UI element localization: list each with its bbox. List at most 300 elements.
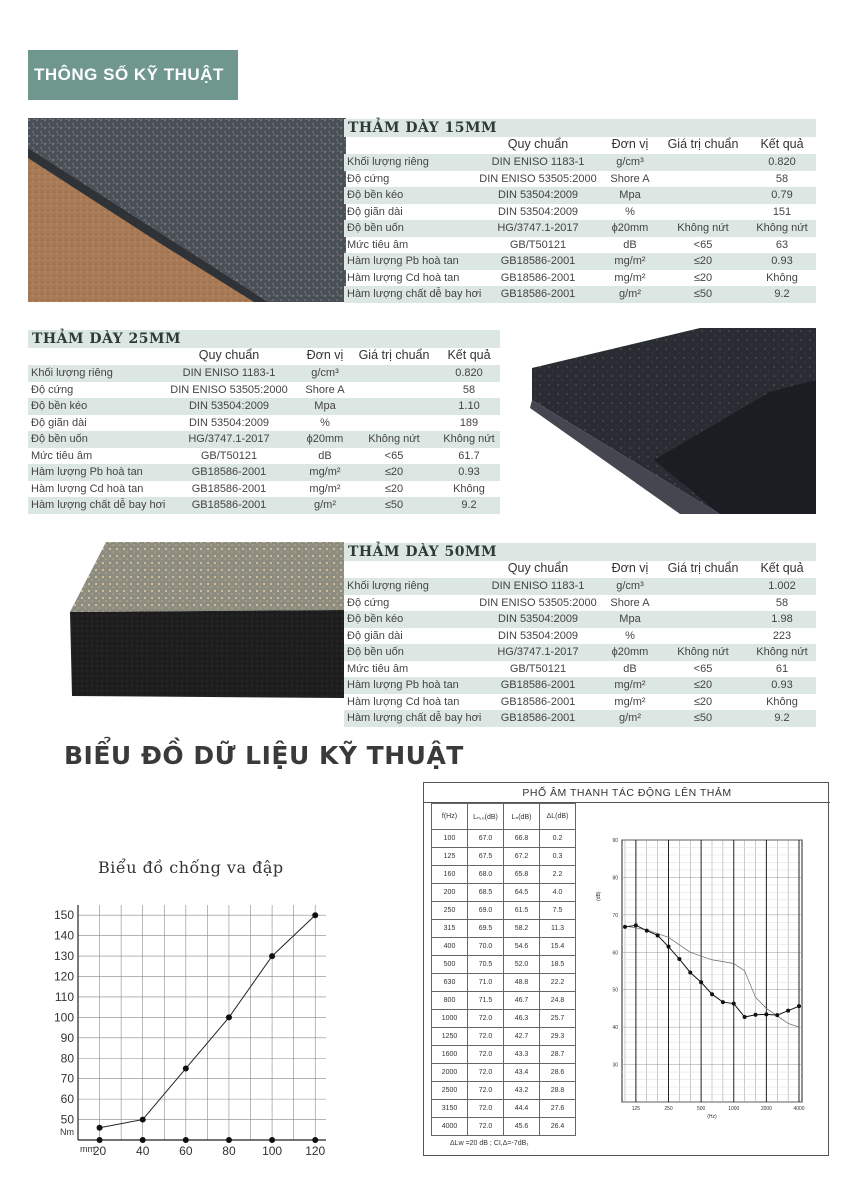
spec-cell-res: 9.2 [774, 712, 790, 725]
col-standard-value: Giá trị chuẩn [667, 561, 739, 575]
x-tick-label: 80 [222, 1144, 236, 1158]
spectrum-row [432, 920, 576, 938]
spectrum-row [432, 992, 576, 1010]
col-unit: Đơn vị [306, 348, 344, 362]
y-tick-label: 30 [612, 1062, 618, 1069]
ln-point [775, 1013, 779, 1017]
spec-cell-std: DIN ENISO 1183-1 [182, 367, 276, 380]
spectrum-cell: 42.7 [504, 1028, 540, 1046]
spec-cell-res: 0.79 [771, 189, 793, 202]
mat-15mm-photo [28, 118, 346, 302]
spectrum-cell: 71.5 [468, 992, 504, 1010]
spec-row [344, 578, 816, 595]
spec-cell-name: Hàm lượng Pb hoà tan [347, 255, 459, 268]
spectrum-row [432, 974, 576, 992]
spectrum-header-cell: Lₙ,₀(dB) [468, 804, 504, 830]
spec-cell-res: 9.2 [774, 288, 790, 301]
spectrum-cell: 72.0 [468, 1064, 504, 1082]
spectrum-row [432, 1100, 576, 1118]
spec-cell-unit: mg/m² [614, 255, 646, 268]
spec-row [28, 481, 500, 498]
spec-cell-name: Hàm lượng chất dễ bay hơi [31, 499, 166, 512]
ln-point [667, 945, 671, 949]
y-tick-label: 90 [60, 1030, 74, 1045]
spec-cell-std: GB18586-2001 [500, 712, 576, 725]
col-unit: Đơn vị [611, 561, 649, 575]
y-tick-label: 150 [53, 908, 74, 923]
spectrum-cell: 1250 [432, 1028, 468, 1046]
spec-cell-std: GB/T50121 [509, 662, 567, 675]
x-tick-label: 20 [92, 1144, 107, 1158]
spectrum-table [431, 803, 576, 1136]
spectrum-cell: 2500 [432, 1082, 468, 1100]
spec-cell-std: GB18586-2001 [500, 271, 576, 284]
spec-cell-sv: Không nứt [677, 222, 729, 235]
spec-cell-name: Độ cứng [347, 172, 390, 185]
col-result: Kết quả [760, 561, 804, 575]
spec-cell-sv: ≤20 [384, 466, 404, 479]
spec-cell-unit: mg/m² [614, 679, 646, 692]
x-tick-label: 1000 [728, 1106, 740, 1112]
spectrum-cell: 27.6 [540, 1100, 576, 1118]
spectrum-row [432, 956, 576, 974]
spectrum-cell: 1000 [432, 1010, 468, 1028]
spec-cell-name: Hàm lượng chất dễ bay hơi [347, 288, 482, 301]
spec-cell-unit: g/m² [619, 712, 641, 725]
spectrum-header-cell: f(Hz) [432, 804, 468, 830]
spectrum-cell: 52.0 [504, 956, 540, 974]
spec-cell-unit: g/cm³ [616, 580, 644, 593]
spectrum-row [432, 938, 576, 956]
spectrum-header-cell: ΔL(dB) [540, 804, 576, 830]
x-tick-label: 4000 [793, 1106, 805, 1112]
y-tick-label: 90 [612, 838, 618, 844]
spec-row [344, 171, 816, 188]
y-tick-label: 50 [60, 1112, 74, 1127]
spectrum-cell: 15.4 [540, 938, 576, 956]
spectrum-cell: 61.5 [504, 902, 540, 920]
spec-cell-res: Không [766, 271, 798, 284]
spec-cell-name: Độ bền uốn [347, 646, 404, 659]
spec-cell-std: GB/T50121 [200, 449, 258, 462]
spec-cell-res: 0.820 [768, 156, 796, 169]
spec-cell-name: Mức tiêu âm [31, 449, 93, 462]
x-tick-label: 125 [631, 1106, 641, 1112]
spectrum-cell: 0.3 [540, 848, 576, 866]
spectrum-cell: 70.0 [468, 938, 504, 956]
spectrum-cell: 67.0 [468, 830, 504, 848]
spectrum-cell: 3150 [432, 1100, 468, 1118]
spec-cell-std: DIN 53504:2009 [188, 416, 270, 429]
x-axis-dot [140, 1137, 146, 1143]
spec-cell-std: GB18586-2001 [500, 695, 576, 708]
x-axis-dot [226, 1137, 232, 1143]
spec-cell-name: Độ bền kéo [347, 189, 404, 202]
spec-cell-unit: ϕ20mm [306, 433, 344, 446]
ln-point [732, 1002, 736, 1006]
spectrum-row [432, 830, 576, 848]
spec-cell-name: Độ giãn dài [31, 416, 87, 429]
spec-row [344, 595, 816, 612]
spectrum-row [432, 1010, 576, 1028]
spec-row [344, 710, 816, 727]
spectrum-cell: 66.8 [504, 830, 540, 848]
spec-cell-std: HG/3747.1-2017 [497, 222, 579, 235]
spec-cell-unit: mg/m² [309, 466, 341, 479]
spectrum-cell: 4000 [432, 1118, 468, 1136]
y-tick-label: 70 [60, 1071, 74, 1086]
spec-row [28, 431, 500, 448]
spec-cell-std: DIN 53504:2009 [497, 613, 579, 626]
spec-cell-res: Không [766, 695, 798, 708]
spectrum-cell: 69.0 [468, 902, 504, 920]
spec-cell-sv: ≤20 [693, 255, 713, 268]
spec-cell-res: 223 [772, 629, 792, 642]
x-tick-label: 500 [696, 1106, 706, 1112]
spec-row [28, 365, 500, 382]
spec-cell-res: 0.93 [771, 679, 793, 692]
ln-point [721, 1000, 725, 1004]
spectrum-cell: 72.0 [468, 1100, 504, 1118]
spectrum-cell: 200 [432, 884, 468, 902]
spec-cell-name: Độ cứng [347, 596, 390, 609]
spec-cell-name: Độ cứng [31, 383, 74, 396]
spec-row [344, 237, 816, 254]
spectrum-cell: 72.0 [468, 1118, 504, 1136]
spec-cell-unit: Shore A [305, 383, 345, 396]
spec-cell-std: GB18586-2001 [500, 255, 576, 268]
spec-row [344, 661, 816, 678]
spec-row [344, 611, 816, 628]
spec-cell-unit: Shore A [610, 596, 650, 609]
spec-row [344, 220, 816, 237]
col-standard: Quy chuẩn [507, 561, 569, 575]
y-tick-label: 70 [612, 912, 618, 919]
spectrum-cell: 48.8 [504, 974, 540, 992]
spec-cell-res: 0.820 [455, 367, 483, 380]
spectrum-cell: 54.6 [504, 938, 540, 956]
spectrum-cell: 26.4 [540, 1118, 576, 1136]
spec-cell-res: 58 [462, 383, 476, 396]
spec-row [28, 464, 500, 481]
spectrum-cell: 25.7 [540, 1010, 576, 1028]
spec-row [28, 415, 500, 432]
y-tick-label: 130 [53, 949, 74, 964]
x-tick-label: 250 [664, 1106, 673, 1112]
spec-cell-std: DIN ENISO 1183-1 [491, 580, 585, 593]
spec-cell-unit: ϕ20mm [611, 222, 649, 235]
ln-point [656, 933, 660, 937]
spectrum-cell: 72.0 [468, 1046, 504, 1064]
x-tick-label: 2000 [760, 1106, 772, 1112]
spectrum-cell: 67.5 [468, 848, 504, 866]
spec-cell-sv: <65 [693, 238, 713, 251]
spectrum-cell: 22.2 [540, 974, 576, 992]
spectrum-cell: 28.8 [540, 1082, 576, 1100]
spec-cell-res: 61.7 [458, 449, 480, 462]
spec-cell-unit: % [625, 205, 635, 218]
spec-cell-unit: g/m² [314, 499, 336, 512]
spec-cell-res: 189 [459, 416, 479, 429]
spec-row [344, 154, 816, 171]
spec-cell-unit: g/cm³ [616, 156, 644, 169]
spectrum-row [432, 848, 576, 866]
spec-cell-res: 63 [775, 238, 789, 251]
spectrum-cell: 24.8 [540, 992, 576, 1010]
spec-cell-std: GB18586-2001 [191, 482, 267, 495]
y-tick-label: 80 [612, 875, 618, 882]
ln-point [623, 925, 627, 929]
spec-cell-std: GB18586-2001 [191, 466, 267, 479]
impact-point [226, 1014, 232, 1020]
spec-cell-std: DIN 53504:2009 [188, 400, 270, 413]
spectrum-cell: 72.0 [468, 1010, 504, 1028]
spec-cell-sv: ≤20 [693, 695, 713, 708]
spec-cell-sv: ≤50 [693, 712, 713, 725]
x-axis-dot [183, 1137, 189, 1143]
y-tick-label: 60 [60, 1092, 74, 1107]
spectrum-cell: 68.5 [468, 884, 504, 902]
spectrum-row [432, 902, 576, 920]
spec-row [344, 270, 816, 287]
spec-cell-unit: Mpa [619, 189, 641, 202]
spec-cell-name: Mức tiêu âm [347, 662, 409, 675]
spec-cell-std: DIN ENISO 1183-1 [491, 156, 585, 169]
spec-cell-unit: g/cm³ [311, 367, 339, 380]
spectrum-cell: 800 [432, 992, 468, 1010]
spec-cell-std: DIN 53504:2009 [497, 189, 579, 202]
spec-row [344, 694, 816, 711]
spectrum-cell: 28.7 [540, 1046, 576, 1064]
x-tick-label: 60 [179, 1144, 193, 1158]
spec-cell-res: 61 [775, 662, 789, 675]
spec-cell-std: DIN ENISO 53505:2000 [479, 596, 597, 609]
impact-point [97, 1125, 103, 1131]
spectrum-cell: 4.0 [540, 884, 576, 902]
spec-cell-unit: Shore A [610, 172, 650, 185]
ln-point [754, 1013, 758, 1017]
spec-table-25mm [28, 330, 500, 514]
spec-cell-sv: Không nứt [677, 646, 729, 659]
spec-cell-res: 1.10 [458, 400, 480, 413]
spectrum-cell: 1600 [432, 1046, 468, 1064]
spectrum-cell: 43.3 [504, 1046, 540, 1064]
spectrum-cell: 46.3 [504, 1010, 540, 1028]
impact-chart-title: Biểu đồ chống va đập [98, 858, 284, 877]
col-standard-value: Giá trị chuẩn [358, 348, 430, 362]
spec-cell-res: 0.93 [458, 466, 480, 479]
impact-point [183, 1065, 189, 1071]
spec-cell-sv: ≤50 [693, 288, 713, 301]
spectrum-cell: 160 [432, 866, 468, 884]
spectrum-row [432, 1082, 576, 1100]
mat-50mm-photo [66, 540, 344, 700]
spec-cell-name: Độ bền kéo [347, 613, 404, 626]
spectrum-cell: 72.0 [468, 1028, 504, 1046]
spectrum-cell: 315 [432, 920, 468, 938]
spec-cell-std: GB18586-2001 [500, 679, 576, 692]
ln-point [786, 1009, 790, 1013]
x-axis-dot [312, 1137, 318, 1143]
spec-cell-std: GB/T50121 [509, 238, 567, 251]
spec-cell-unit: Mpa [619, 613, 641, 626]
spec-cell-std: HG/3747.1-2017 [188, 433, 270, 446]
spec-cell-unit: g/m² [619, 288, 641, 301]
spec-table-50mm [344, 543, 816, 727]
x-tick-label: 40 [136, 1144, 150, 1158]
y-tick-label: 100 [53, 1010, 74, 1025]
spec-cell-unit: dB [623, 662, 637, 675]
y-tick-label: 80 [60, 1051, 74, 1066]
spec-cell-name: Hàm lượng Cd hoà tan [31, 482, 144, 495]
y-tick-label: 40 [612, 1025, 618, 1032]
spec-cell-sv: ≤50 [384, 499, 404, 512]
technical-chart-title: BIỂU ĐỒ DỮ LIỆU KỸ THUẬT [64, 741, 464, 770]
spectrum-cell: 44.4 [504, 1100, 540, 1118]
spec-cell-res: Không nứt [756, 646, 808, 659]
spec-cell-sv: ≤20 [693, 679, 713, 692]
spec-row [344, 644, 816, 661]
spec-cell-unit: mg/m² [614, 271, 646, 284]
spectrum-cell: 28.6 [540, 1064, 576, 1082]
spec-cell-sv: <65 [384, 449, 404, 462]
spec-cell-std: HG/3747.1-2017 [497, 646, 579, 659]
spectrum-row [432, 884, 576, 902]
spec-cell-name: Độ bền uốn [31, 433, 88, 446]
spec-cell-name: Khối lượng riêng [347, 156, 429, 169]
spectrum-note: ΔLw =20 dB ; CI,Δ=-7dB₁ [450, 1140, 529, 1147]
spectrum-cell: 67.2 [504, 848, 540, 866]
col-standard: Quy chuẩn [198, 348, 260, 362]
spectrum-cell: 7.5 [540, 902, 576, 920]
x-axis-unit: mm [80, 1144, 95, 1154]
spectrum-cell: 69.5 [468, 920, 504, 938]
x-axis-label: (Hz) [707, 1114, 717, 1120]
spec-cell-name: Hàm lượng Cd hoà tan [347, 271, 460, 284]
spectrum-cell: 2.2 [540, 866, 576, 884]
spec-cell-name: Hàm lượng Pb hoà tan [31, 466, 143, 479]
spectrum-cell: 70.5 [468, 956, 504, 974]
y-tick-label: 120 [53, 969, 74, 984]
spectrum-cell: 64.5 [504, 884, 540, 902]
spec-cell-std: DIN ENISO 53505:2000 [479, 172, 597, 185]
impact-point [269, 953, 275, 959]
spec-cell-res: Không [453, 482, 485, 495]
y-tick-label: 140 [53, 928, 74, 943]
col-result: Kết quả [760, 137, 804, 151]
spec-row [344, 677, 816, 694]
spectrum-cell: 250 [432, 902, 468, 920]
spec-cell-res: 9.2 [461, 499, 477, 512]
y-tick-label: 50 [612, 987, 618, 994]
ln-point [764, 1012, 768, 1016]
spec-title: THẢM DÀY 50MM [344, 543, 816, 561]
col-unit: Đơn vị [611, 137, 649, 151]
ln-point [634, 923, 638, 927]
spectrum-cell: 500 [432, 956, 468, 974]
col-result: Kết quả [447, 348, 491, 362]
spectrum-cell: 46.7 [504, 992, 540, 1010]
spec-cell-unit: % [320, 416, 330, 429]
spec-cell-name: Khối lượng riêng [347, 580, 429, 593]
ln-point [699, 980, 703, 984]
spec-row [28, 448, 500, 465]
spec-cell-unit: dB [318, 449, 332, 462]
spectrum-cell: 43.2 [504, 1082, 540, 1100]
spec-cell-name: Hàm lượng chất dễ bay hơi [347, 712, 482, 725]
x-tick-label: 120 [305, 1144, 326, 1158]
spec-cell-res: 58 [775, 596, 789, 609]
spec-cell-unit: mg/m² [309, 482, 341, 495]
spectrum-cell: 65.8 [504, 866, 540, 884]
spec-title: THẢM DÀY 25MM [28, 330, 500, 348]
col-standard-value: Giá trị chuẩn [667, 137, 739, 151]
spec-cell-name: Hàm lượng Cd hoà tan [347, 695, 460, 708]
spec-cell-unit: % [625, 629, 635, 642]
impact-point [312, 912, 318, 918]
spec-cell-sv: Không nứt [368, 433, 420, 446]
y-axis-label: (dB) [596, 891, 602, 901]
spec-title: THẢM DÀY 15MM [344, 119, 816, 137]
ln-point [645, 929, 649, 933]
spec-row [344, 253, 816, 270]
spec-cell-name: Mức tiêu âm [347, 238, 409, 251]
spectrum-cell: 11.3 [540, 920, 576, 938]
spec-cell-std: DIN ENISO 53505:2000 [170, 383, 288, 396]
impact-point [140, 1117, 146, 1123]
spec-cell-unit: ϕ20mm [611, 646, 649, 659]
spec-cell-res: Không nứt [443, 433, 495, 446]
spec-cell-unit: dB [623, 238, 637, 251]
y-tick-label: 60 [612, 950, 618, 957]
spec-cell-std: GB18586-2001 [500, 288, 576, 301]
spectrum-row [432, 1064, 576, 1082]
spec-row [344, 187, 816, 204]
spectrum-row [432, 1046, 576, 1064]
spec-cell-res: 58 [775, 172, 789, 185]
spectrum-row [432, 866, 576, 884]
spec-header-row [28, 348, 500, 365]
x-axis-dot [269, 1137, 275, 1143]
impact-resistance-chart [40, 885, 340, 1160]
spectrum-cell: 29.3 [540, 1028, 576, 1046]
spec-cell-sv: ≤20 [693, 271, 713, 284]
ln-point [688, 970, 692, 974]
spectrum-cell: 125 [432, 848, 468, 866]
spec-cell-unit: Mpa [314, 400, 336, 413]
spec-cell-name: Độ giãn dài [347, 205, 403, 218]
spec-cell-res: Không nứt [756, 222, 808, 235]
ln-point [797, 1004, 801, 1008]
spec-row [344, 286, 816, 303]
spectrum-cell: 58.2 [504, 920, 540, 938]
ln-point [743, 1015, 747, 1019]
mat-25mm-photo [520, 328, 816, 514]
spec-row [28, 497, 500, 514]
spec-cell-std: GB18586-2001 [191, 499, 267, 512]
spec-row [344, 204, 816, 221]
spec-cell-res: 151 [772, 205, 792, 218]
spec-row [28, 398, 500, 415]
spectrum-title: PHỔ ÂM THANH TÁC ĐỘNG LÊN THẢM [424, 783, 830, 803]
spec-header-row [344, 561, 816, 578]
spec-header-row [344, 137, 816, 154]
spectrum-cell: 100 [432, 830, 468, 848]
spec-cell-unit: mg/m² [614, 695, 646, 708]
x-tick-label: 100 [262, 1144, 283, 1158]
spectrum-cell: 71.0 [468, 974, 504, 992]
spectrum-cell: 43.4 [504, 1064, 540, 1082]
